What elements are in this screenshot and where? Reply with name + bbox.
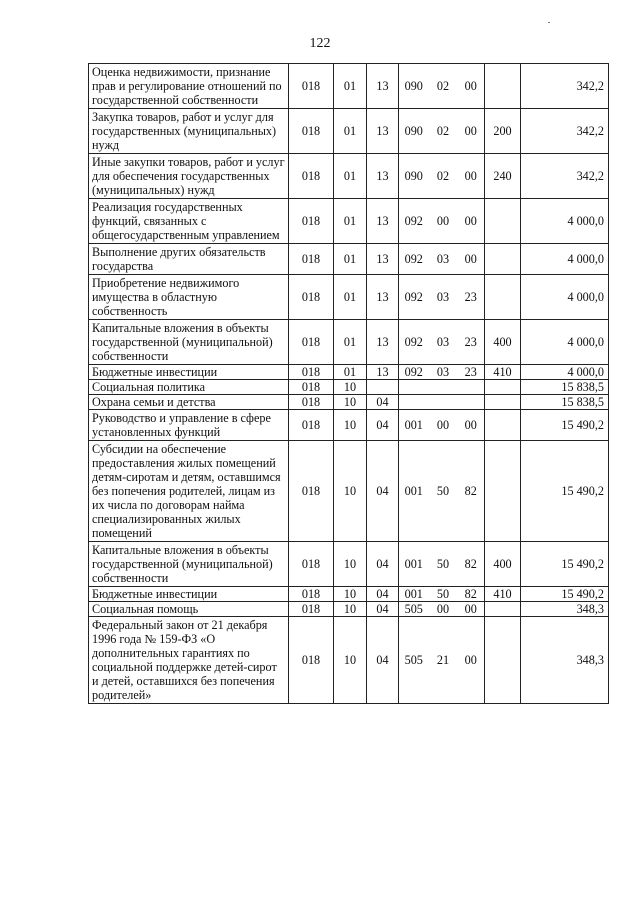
row-name: Реализация государственных функций, связанных с общегосударственным управлением [89,199,289,244]
amount: 15 838,5 [521,380,609,395]
subsection-code: 13 [367,199,399,244]
section-code: 10 [334,602,367,617]
amount: 348,3 [521,617,609,704]
row-name: Капитальные вложения в объекты государственной (муниципальной) собственности [89,320,289,365]
target-article-code-1: 001 [399,542,429,587]
target-article-code-1: 001 [399,441,429,542]
target-article-code-2: 02 [429,64,458,109]
table-row [89,542,609,587]
target-article-code-2: 50 [429,441,458,542]
section-code: 01 [334,64,367,109]
table-row [89,380,609,395]
target-article-code-3: 00 [458,602,485,617]
target-article-code-2: 03 [429,365,458,380]
table-body [89,64,609,704]
target-article-code-2 [429,380,458,395]
section-code: 10 [334,441,367,542]
subsection-code: 04 [367,441,399,542]
target-article-code-2 [429,395,458,410]
target-article-code-3: 82 [458,587,485,602]
subsection-code: 04 [367,587,399,602]
row-name: Бюджетные инвестиции [89,587,289,602]
expense-type-code [485,602,521,617]
target-article-code-3 [458,395,485,410]
target-article-code-2: 03 [429,244,458,275]
table-row [89,244,609,275]
admin-code: 018 [289,365,334,380]
target-article-code-1: 092 [399,275,429,320]
section-code: 10 [334,542,367,587]
section-code: 10 [334,587,367,602]
table-row [89,365,609,380]
expense-type-code: 400 [485,542,521,587]
row-name: Федеральный закон от 21 декабря 1996 года № 159-ФЗ «О дополнительных гарантиях по социальной поддержке детей-сирот и детей, оставшихся без попечения родителей» [89,617,289,704]
amount: 4 000,0 [521,275,609,320]
scan-mark [548,22,550,23]
row-name: Приобретение недвижимого имущества в областную собственность [89,275,289,320]
row-name: Социальная политика [89,380,289,395]
section-code: 01 [334,154,367,199]
subsection-code: 04 [367,395,399,410]
target-article-code-2: 50 [429,542,458,587]
admin-code: 018 [289,617,334,704]
target-article-code-2: 03 [429,275,458,320]
target-article-code-3: 00 [458,154,485,199]
admin-code: 018 [289,109,334,154]
row-name: Закупка товаров, работ и услуг для государственных (муниципальных) нужд [89,109,289,154]
section-code: 01 [334,244,367,275]
target-article-code-3: 00 [458,410,485,441]
target-article-code-2: 21 [429,617,458,704]
table-row [89,587,609,602]
target-article-code-1: 090 [399,64,429,109]
page-number: 122 [309,36,331,51]
table-row [89,617,609,704]
target-article-code-1: 092 [399,320,429,365]
expense-type-code [485,395,521,410]
subsection-code: 04 [367,542,399,587]
target-article-code-1: 090 [399,154,429,199]
section-code: 01 [334,320,367,365]
section-code: 10 [334,395,367,410]
admin-code: 018 [289,542,334,587]
target-article-code-2: 50 [429,587,458,602]
target-article-code-3: 00 [458,617,485,704]
table-row [89,275,609,320]
target-article-code-1: 001 [399,410,429,441]
expense-type-code [485,275,521,320]
subsection-code [367,380,399,395]
expense-type-code [485,617,521,704]
expense-type-code [485,410,521,441]
target-article-code-3: 23 [458,320,485,365]
amount: 15 490,2 [521,587,609,602]
section-code: 01 [334,109,367,154]
amount: 348,3 [521,602,609,617]
target-article-code-2: 02 [429,109,458,154]
target-article-code-1: 092 [399,244,429,275]
target-article-code-3: 00 [458,199,485,244]
target-article-code-2: 02 [429,154,458,199]
admin-code: 018 [289,587,334,602]
row-name: Социальная помощь [89,602,289,617]
admin-code: 018 [289,441,334,542]
admin-code: 018 [289,410,334,441]
row-name: Капитальные вложения в объекты государственной (муниципальной) собственности [89,542,289,587]
table-row [89,602,609,617]
table-row [89,410,609,441]
table-row [89,395,609,410]
expense-type-code: 240 [485,154,521,199]
subsection-code: 13 [367,109,399,154]
amount: 15 838,5 [521,395,609,410]
target-article-code-3: 23 [458,365,485,380]
admin-code: 018 [289,275,334,320]
expense-type-code: 410 [485,365,521,380]
amount: 4 000,0 [521,320,609,365]
budget-table [88,63,609,704]
admin-code: 018 [289,602,334,617]
table-row [89,64,609,109]
row-name: Субсидии на обеспечение предоставления жилых помещений детям-сиротам и детям, оставшимся без попечения родителей, лицам из их числа по договорам найма специализированных жилых помещений [89,441,289,542]
section-code: 01 [334,199,367,244]
target-article-code-3: 00 [458,244,485,275]
subsection-code: 13 [367,365,399,380]
target-article-code-2: 00 [429,199,458,244]
target-article-code-2: 00 [429,410,458,441]
admin-code: 018 [289,395,334,410]
table-row [89,154,609,199]
target-article-code-2: 00 [429,602,458,617]
admin-code: 018 [289,154,334,199]
target-article-code-1: 092 [399,365,429,380]
target-article-code-3: 82 [458,542,485,587]
section-code: 01 [334,275,367,320]
admin-code: 018 [289,244,334,275]
target-article-code-3: 00 [458,109,485,154]
table-row [89,441,609,542]
subsection-code: 04 [367,410,399,441]
row-name: Руководство и управление в сфере установленных функций [89,410,289,441]
table-row [89,199,609,244]
admin-code: 018 [289,380,334,395]
subsection-code: 13 [367,275,399,320]
section-code: 01 [334,365,367,380]
target-article-code-3: 82 [458,441,485,542]
row-name: Выполнение других обязательств государства [89,244,289,275]
subsection-code: 04 [367,617,399,704]
table-row [89,109,609,154]
expense-type-code: 200 [485,109,521,154]
admin-code: 018 [289,64,334,109]
target-article-code-1: 505 [399,602,429,617]
target-article-code-3: 23 [458,275,485,320]
expense-type-code [485,380,521,395]
table-row [89,320,609,365]
row-name: Бюджетные инвестиции [89,365,289,380]
target-article-code-1 [399,395,429,410]
expense-type-code [485,199,521,244]
subsection-code: 13 [367,64,399,109]
admin-code: 018 [289,199,334,244]
section-code: 10 [334,410,367,441]
subsection-code: 13 [367,244,399,275]
admin-code: 018 [289,320,334,365]
amount: 342,2 [521,109,609,154]
amount: 4 000,0 [521,244,609,275]
target-article-code-2: 03 [429,320,458,365]
expense-type-code [485,244,521,275]
section-code: 10 [334,380,367,395]
expense-type-code [485,64,521,109]
expense-type-code: 400 [485,320,521,365]
section-code: 10 [334,617,367,704]
target-article-code-3: 00 [458,64,485,109]
target-article-code-1: 001 [399,587,429,602]
amount: 15 490,2 [521,441,609,542]
row-name: Оценка недвижимости, признание прав и регулирование отношений по государственной собственности [89,64,289,109]
expense-type-code: 410 [485,587,521,602]
target-article-code-1: 090 [399,109,429,154]
row-name: Охрана семьи и детства [89,395,289,410]
amount: 342,2 [521,154,609,199]
amount: 4 000,0 [521,199,609,244]
subsection-code: 13 [367,154,399,199]
expense-type-code [485,441,521,542]
amount: 15 490,2 [521,542,609,587]
target-article-code-3 [458,380,485,395]
amount: 15 490,2 [521,410,609,441]
subsection-code: 04 [367,602,399,617]
target-article-code-1: 505 [399,617,429,704]
amount: 4 000,0 [521,365,609,380]
target-article-code-1 [399,380,429,395]
row-name: Иные закупки товаров, работ и услуг для обеспечения государственных (муниципальных) нужд [89,154,289,199]
target-article-code-1: 092 [399,199,429,244]
subsection-code: 13 [367,320,399,365]
amount: 342,2 [521,64,609,109]
